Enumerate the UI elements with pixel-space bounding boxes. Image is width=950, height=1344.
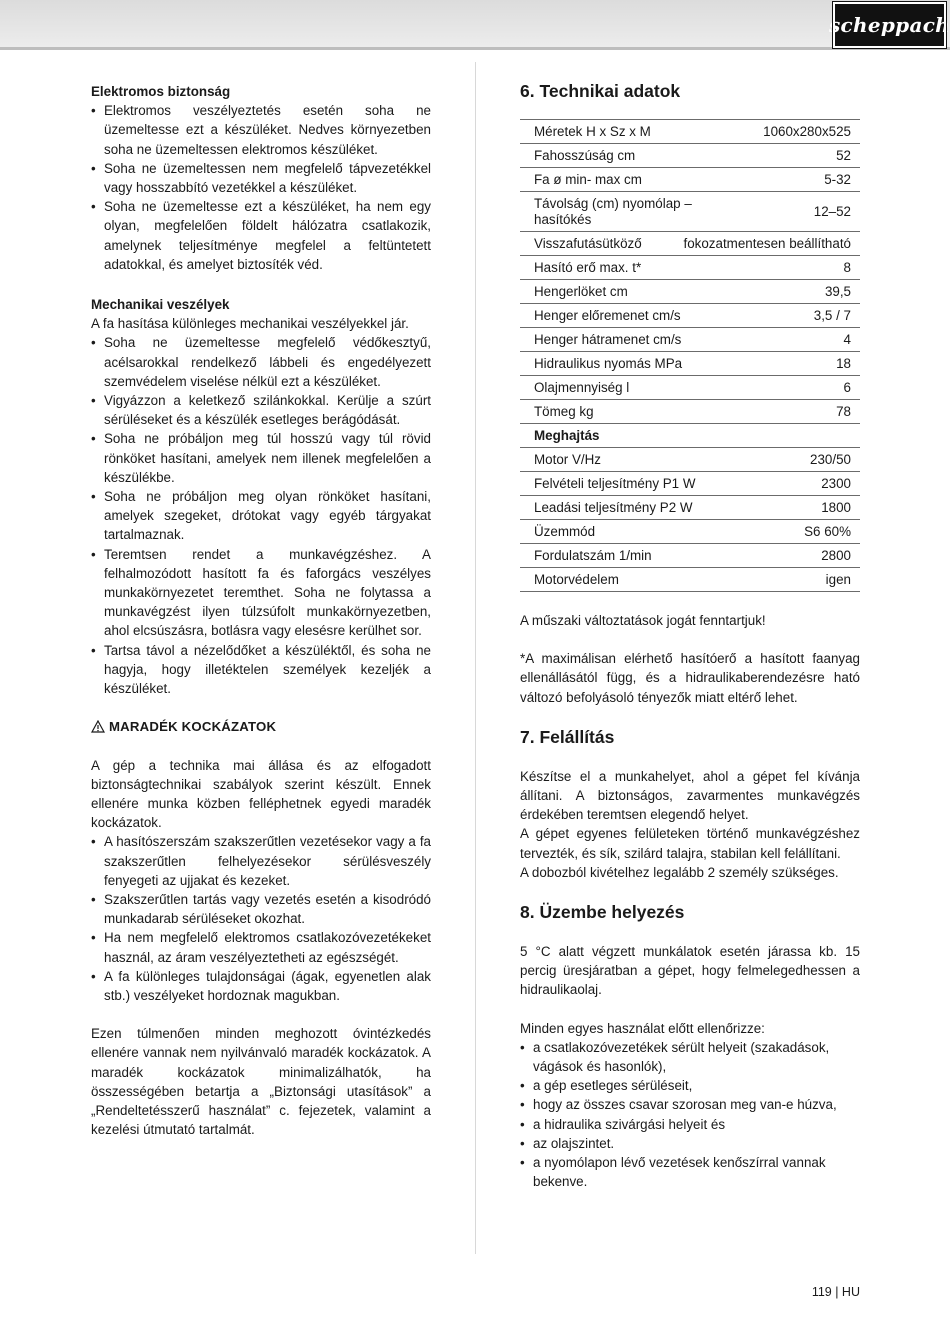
list-item: • Teremtsen rendet a munkavégzéshez. A felhalmozódott hasított fa és faforgács veszélyes munkakörnyezetet teremthet. Soha ne folytassa a munkavégzést ilyen túlzsúfolt munkakörnyezetben, ahol elcsúszásra, botlásra vagy elesésre kerülhet sor.	[91, 545, 431, 641]
spec-value: 5-32	[710, 168, 860, 192]
spec-value: fokozatmentesen beállítható	[683, 236, 851, 251]
spec-value: 230/50	[710, 448, 860, 472]
table-row	[520, 376, 860, 400]
list-item: • Soha ne üzemeltesse ezt a készüléket, ha nem egy olyan, megfelelően földelt hálózatra csatlakozik, amelynek teljesítménye megfelel a feltüntetett adatokkal, és amelyet biztosíték véd.	[91, 197, 431, 274]
spec-label: Olajmennyiség l	[520, 376, 710, 400]
table-row	[520, 472, 860, 496]
table-row	[520, 232, 860, 256]
table-row	[520, 256, 860, 280]
list-item: • A fa különleges tulajdonságai (ágak, egyenetlen alak stb.) veszélyeket hordoznak magukban.	[91, 967, 431, 1005]
spec-label: Henger hátramenet cm/s	[520, 328, 710, 352]
table-row	[520, 328, 860, 352]
spec-label: Fahosszúság cm	[520, 144, 710, 168]
brand-logo: scheppach	[833, 2, 946, 48]
spec-label: Henger előremenet cm/s	[520, 304, 710, 328]
right-column	[520, 80, 860, 1191]
list-item: • hogy az összes csavar szorosan meg van-e húzva,	[520, 1095, 860, 1114]
startup-checklist-intro: Minden egyes használat előtt ellenőrizze:	[520, 1020, 765, 1036]
table-row	[520, 304, 860, 328]
spec-value: 52	[710, 144, 860, 168]
spec-label: Üzemmód	[520, 520, 710, 544]
table-row	[520, 544, 860, 568]
spec-value: 3,5 / 7	[710, 304, 860, 328]
electrical-safety-list	[91, 101, 431, 274]
warning-triangle-icon	[91, 720, 105, 733]
table-row	[520, 496, 860, 520]
list-item: • Tartsa távol a nézelődőket a készüléktől, és soha ne hagyja, hogy illetéktelen személyek kezeljék a készüléket.	[91, 641, 431, 699]
list-item: • a csatlakozóvezetékek sérült helyeit (szakadások, vágások és hasonlók),	[520, 1038, 860, 1076]
setup-paragraph: A gépet egyenes felületeken történő munkavégzéshez tervezték, és sík, szilárd talajra, stabilan kell felállítani.	[520, 826, 860, 861]
list-item: • Szakszerűtlen tartás vagy vezetés esetén a kisodródó munkadarab sérüléseket okozhat.	[91, 890, 431, 928]
residual-risks-list	[91, 832, 431, 1005]
list-item: • Soha ne próbáljon meg olyan rönköket hasítani, amelyek szegeket, drótokat vagy egyéb tárgyakat tartalmaznak.	[91, 487, 431, 545]
header-bar	[0, 0, 950, 50]
list-item: • a nyomólapon lévő vezetések kenőszírral vannak bekenve.	[520, 1153, 860, 1191]
spec-label: Felvételi teljesítmény P1 W	[520, 472, 710, 496]
list-item: • a gép esetleges sérüléseit,	[520, 1076, 860, 1095]
spec-value: 39,5	[710, 280, 860, 304]
spec-value: 12–52	[710, 192, 860, 232]
tech-note-footnote: *A maximálisan elérhető hasítóerő a hasított faanyag ellenállásától függ, és a hidraulikaberendezésre ható változó befolyásoló tényezők miatt eltérő lehet.	[520, 651, 860, 705]
spec-value: 2800	[710, 544, 860, 568]
spec-label: Motor V/Hz	[520, 448, 710, 472]
table-row	[520, 568, 860, 592]
spec-value: igen	[710, 568, 860, 592]
table-row	[520, 168, 860, 192]
spec-label: Tömeg kg	[520, 400, 710, 424]
column-divider	[475, 62, 476, 1254]
left-column	[91, 80, 431, 1139]
list-item: • Vigyázzon a keletkező szilánkokkal. Kerülje a szúrt sérüléseket és a készülék esetleges berágódását.	[91, 391, 431, 429]
spec-label: Hidraulikus nyomás MPa	[520, 352, 710, 376]
list-item: • A hasítószerszám szakszerűtlen vezetésekor vagy a fa szakszerűtlen felhelyezésekor sérülésveszély fenyegeti az ujjakat és kezeket.	[91, 832, 431, 890]
spec-value: 1060x280x525	[710, 120, 860, 144]
spec-value: 2300	[710, 472, 860, 496]
list-item: • a hidraulika szivárgási helyeit és	[520, 1115, 860, 1134]
table-subheading-row	[520, 424, 860, 448]
setup-heading: 7. Felállítás	[520, 726, 615, 747]
table-row	[520, 144, 860, 168]
electrical-safety-heading: Elektromos biztonság	[91, 84, 231, 99]
spec-value: 78	[710, 400, 860, 424]
list-item: • Soha ne üzemeltessen nem megfelelő tápvezetékkel vagy hosszabbító vezetékkel a készüléket.	[91, 159, 431, 197]
spec-label: Motorvédelem	[520, 568, 710, 592]
list-item: • Ha nem megfelelő elektromos csatlakozóvezetékeket használ, az áram veszélyeztetheti az egészségét.	[91, 928, 431, 966]
mechanical-hazards-list	[91, 333, 431, 698]
list-item: • Soha ne próbáljon meg túl hosszú vagy túl rövid rönköket hasítani, amelyek nem illenek megfelelően a készülékbe.	[91, 429, 431, 487]
spec-label: Leadási teljesítmény P2 W	[520, 496, 710, 520]
startup-heading: 8. Üzembe helyezés	[520, 902, 685, 923]
table-row	[520, 352, 860, 376]
tech-note-changes: A műszaki változtatások jogát fenntartjuk!	[520, 613, 766, 628]
residual-risks-heading	[91, 717, 431, 736]
table-row	[520, 192, 860, 232]
tech-data-heading: 6. Technikai adatok	[520, 81, 681, 101]
spec-value: 4	[710, 328, 860, 352]
table-row	[520, 448, 860, 472]
startup-paragraph: 5 °C alatt végzett munkálatok esetén járassa kb. 15 percig üresjáratban a gépet, hogy felmelegedhessen a hidraulikaolaj.	[520, 944, 860, 998]
spec-label: Hengerlöket cm	[520, 280, 710, 304]
drive-heading: Meghajtás	[534, 428, 600, 443]
spec-label: Távolság (cm) nyomólap – hasítókés	[520, 192, 710, 232]
spec-value: S6 60%	[710, 520, 860, 544]
spec-label: Visszafutásütköző	[534, 236, 642, 251]
list-item: • az olajszintet.	[520, 1134, 860, 1153]
residual-risks-intro: A gép a technika mai állása és az elfogadott biztonságtechnikai szabályok szerint készült. Ennek ellenére munka közben felléphetnek egyedi maradék kockázatok.	[91, 757, 431, 831]
startup-checklist	[520, 1038, 860, 1192]
list-item: • Elektromos veszélyeztetés esetén soha ne üzemeltesse ezt a készüléket. Nedves környezetben soha ne üzemeltessen elektromos készüléket.	[91, 101, 431, 159]
tech-data-table	[520, 119, 860, 592]
mechanical-hazards-intro: A fa hasítása különleges mechanikai veszélyekkel jár.	[91, 316, 409, 332]
page-number: 119 | HU	[811, 1285, 860, 1299]
mechanical-hazards-heading: Mechanikai veszélyek	[91, 297, 230, 313]
spec-label: Fordulatszám 1/min	[520, 544, 710, 568]
table-row	[520, 520, 860, 544]
table-row	[520, 280, 860, 304]
spec-label: Hasító erő max. t*	[520, 256, 710, 280]
spec-value: 8	[710, 256, 860, 280]
spec-label: Méretek H x Sz x M	[520, 120, 710, 144]
table-row	[520, 400, 860, 424]
residual-risks-heading-text: MARADÉK KOCKÁZATOK	[109, 719, 277, 735]
spec-value: 18	[710, 352, 860, 376]
setup-paragraph: A dobozból kivételhez legalább 2 személy szükséges.	[520, 864, 839, 880]
list-item: • Soha ne üzemeltesse megfelelő védőkesztyű, acélsarokkal rendelkező lábbeli és engedélyezett szemvédelem viselése nélkül ezt a készüléket.	[91, 333, 431, 391]
setup-paragraph: Készítse el a munkahelyet, ahol a gépet fel kívánja állítani. A biztonságos, zavarmentes munkavégzés érdekében teremtsen elegendő helyet.	[520, 768, 860, 823]
residual-risks-outro: Ezen túlmenően minden meghozott óvintézkedés ellenére vannak nem nyilvánvaló maradék kockázatok. A maradék kockázatok minimalizálhatók, ha összességében betartja a „Biztonsági utasítások” a „Rendeltetésszerű használat” c. fejezetek, valamint a kezelési útmutató tartalmát.	[91, 1026, 431, 1138]
spec-value: 1800	[710, 496, 860, 520]
spec-value: 6	[710, 376, 860, 400]
table-row	[520, 120, 860, 144]
spec-row-backstop	[520, 232, 860, 256]
spec-label: Fa ø min- max cm	[520, 168, 710, 192]
